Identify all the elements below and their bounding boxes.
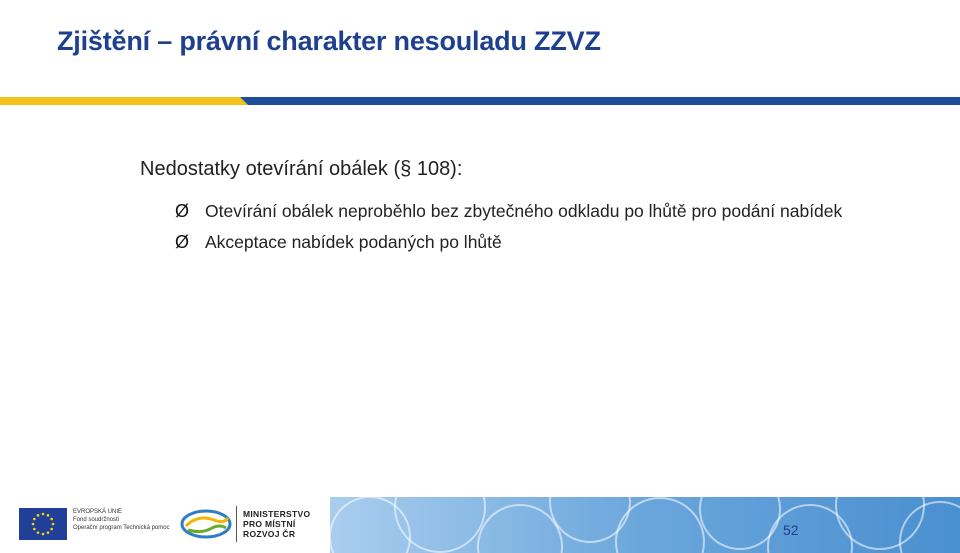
eu-star-icon (33, 518, 36, 521)
eu-star-icon (50, 528, 53, 531)
ministry-caption (243, 509, 310, 539)
ministry-caption-line: PRO MÍSTNÍ (243, 519, 296, 529)
eu-star-icon (52, 523, 55, 526)
bullet-list (140, 199, 860, 254)
arrow-bullet-icon: Ø (175, 201, 190, 221)
bullet-text: Akceptace nabídek podaných po lhůtě (205, 232, 502, 252)
mmr-logo-icon (180, 508, 232, 540)
page-number: 52 (783, 522, 799, 538)
list-item (140, 230, 860, 254)
eu-star-icon (37, 531, 40, 534)
eu-star-icon (50, 518, 53, 521)
eu-caption-line: Fond soudržnosti (73, 517, 120, 523)
eu-caption (73, 508, 170, 532)
arrow-bullet-icon: Ø (175, 232, 190, 252)
bullet-text: Otevírání obálek neproběhlo bez zbytečného odkladu po lhůtě pro podání nabídek (205, 201, 843, 221)
eu-star-icon (33, 528, 36, 531)
list-item (140, 199, 860, 223)
title-divider (0, 97, 960, 105)
eu-star-icon (47, 531, 50, 534)
eu-star-icon (42, 513, 45, 516)
slide-title: Zjištění – právní charakter nesouladu ZZVZ (57, 26, 601, 56)
eu-flag-icon (19, 508, 67, 540)
section-heading: Nedostatky otevírání obálek (§ 108): (140, 158, 463, 180)
eu-star-icon (42, 533, 45, 536)
eu-caption-line: Operační program Technická pomoc (73, 525, 170, 531)
ministry-caption-line: ROZVOJ ČR (243, 529, 296, 539)
logo-separator (236, 506, 237, 542)
ministry-caption-line: MINISTERSTVO (243, 509, 311, 519)
eu-star-icon (32, 523, 35, 526)
footer-pattern (330, 497, 960, 553)
eu-caption-line: EVROPSKÁ UNIE (73, 509, 123, 515)
eu-star-icon (47, 514, 50, 517)
footer-logos (0, 490, 330, 553)
slide-content (140, 158, 860, 261)
eu-star-icon (37, 514, 40, 517)
